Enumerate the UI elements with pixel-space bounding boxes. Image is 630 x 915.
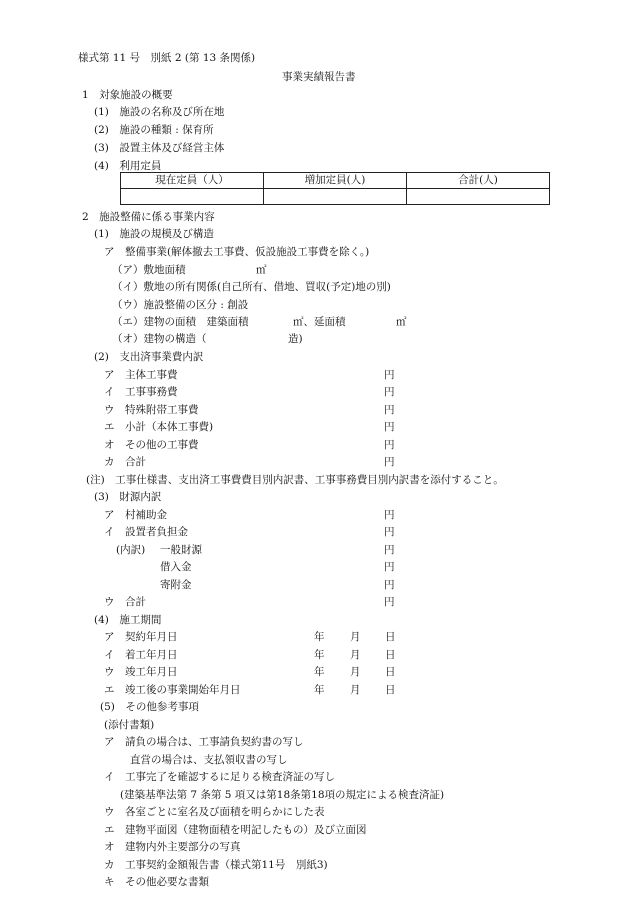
cost-item-total: カ 合計 (104, 456, 146, 468)
cost-item-admin: イ 工事事務費 (104, 386, 178, 398)
site-ownership-label: （イ）敷地の所有関係(自己所有、借地、買収(予定)地の別) (112, 281, 391, 293)
funding-breakdown-prefix: (内訳) (116, 544, 146, 556)
funding-total: ウ 合計 (104, 596, 146, 608)
total-capacity-header: 合計(人) (407, 173, 550, 189)
cost-item-main-construction: ア 主体工事費 (104, 369, 178, 381)
attachment-note: (注) 工事仕様書、支出済工事費費目別内訳書、工事事務費目別内訳書を添付すること。 (86, 474, 504, 486)
funding-heading: (3) 財源内訳 (94, 491, 162, 503)
attachment-contract-report: カ 工事契約金額報告書（様式第11号 別紙3) (104, 859, 328, 871)
total-capacity-cell[interactable] (407, 189, 550, 205)
attachment-photos: オ 建物内外主要部分の写真 (104, 841, 241, 853)
development-category-label: （ウ）施設整備の区分 : 創設 (112, 299, 249, 311)
cost-item-other: オ その他の工事費 (104, 439, 199, 451)
section1-heading: 1 対象施設の概要 (82, 89, 173, 101)
site-area-label: （ア）敷地面積 (112, 264, 186, 276)
period-heading: (4) 施工期間 (94, 614, 162, 626)
cost-heading: (2) 支出済事業費内訳 (94, 351, 204, 363)
capacity-table-value-row (121, 189, 550, 205)
site-area-unit: ㎡ (256, 264, 267, 276)
funding-village-subsidy: ア 村補助金 (104, 509, 167, 521)
funding-yen-unit: 円 (384, 526, 395, 538)
operator-item: (3) 設置主体及び経営主体 (94, 142, 225, 154)
attachment-other: キ その他必要な書類 (104, 876, 209, 888)
funding-yen-unit: 円 (384, 596, 395, 608)
funding-operator-share: イ 設置者負担金 (104, 526, 188, 538)
capacity-table-header-row (121, 173, 550, 189)
attachment-inspection-note: (建築基準法第 7 条第 5 項又は第18条第18項の規定による検査済証) (120, 789, 445, 801)
attachment-inspection-copy: イ 工事完了を確認するに足りる検査済証の写し (104, 771, 335, 783)
day-unit: 日 (385, 666, 396, 678)
cost-yen-unit: 円 (384, 421, 395, 433)
day-unit: 日 (385, 631, 396, 643)
building-area-unit: ㎡、延面積 (293, 316, 346, 328)
attachment-contract-copy: ア 請負の場合は、工事請負契約書の写し (104, 736, 304, 748)
added-capacity-header: 増加定員(人) (264, 173, 407, 189)
year-unit: 年 (314, 666, 325, 678)
attachments-heading: (添付書類) (104, 719, 155, 731)
period-completion-date: ウ 竣工年月日 (104, 666, 178, 678)
funding-borrowed: 借入金 (160, 561, 192, 573)
other-heading: (5) その他参考事項 (100, 701, 199, 713)
capacity-item: (4) 利用定員 (94, 160, 162, 172)
cost-item-special: ウ 特殊附帯工事費 (104, 404, 199, 416)
month-unit: 月 (350, 666, 361, 678)
cost-yen-unit: 円 (384, 369, 395, 381)
funding-donation: 寄附金 (160, 579, 192, 591)
year-unit: 年 (314, 631, 325, 643)
funding-yen-unit: 円 (384, 509, 395, 521)
attachment-room-table: ウ 各室ごとに室名及び面積を明らかにした表 (104, 806, 325, 818)
period-start-date: イ 着工年月日 (104, 649, 178, 661)
cost-item-subtotal: エ 小計（本体工事費) (104, 421, 214, 433)
form-number: 様式第 11 号 別紙 2 (第 13 条関係) (78, 52, 256, 64)
day-unit: 日 (385, 684, 396, 696)
funding-general-source: 一般財源 (160, 544, 202, 556)
capacity-table (120, 172, 550, 205)
building-structure-label: （オ）建物の構造（ (112, 333, 207, 345)
day-unit: 日 (385, 649, 396, 661)
facility-name-item: (1) 施設の名称及び所在地 (94, 106, 225, 118)
document-title: 事業実績報告書 (282, 71, 356, 83)
scale-heading: (1) 施設の規模及び構造 (94, 228, 214, 240)
period-operation-start-date: エ 竣工後の事業開始年月日 (104, 684, 241, 696)
funding-yen-unit: 円 (384, 561, 395, 573)
added-capacity-cell[interactable] (264, 189, 407, 205)
year-unit: 年 (314, 649, 325, 661)
floor-area-unit: ㎡ (396, 316, 407, 328)
month-unit: 月 (350, 684, 361, 696)
current-capacity-cell[interactable] (121, 189, 264, 205)
cost-yen-unit: 円 (384, 404, 395, 416)
cost-yen-unit: 円 (384, 386, 395, 398)
cost-yen-unit: 円 (384, 439, 395, 451)
attachment-floor-plan: エ 建物平面図（建物面積を明記したもの）及び立面図 (104, 824, 367, 836)
cost-yen-unit: 円 (384, 456, 395, 468)
scale-item-a: ア 整備事業(解体撤去工事費、仮設施設工事費を除く。) (104, 246, 370, 258)
year-unit: 年 (314, 684, 325, 696)
month-unit: 月 (350, 649, 361, 661)
building-area-label: （エ）建物の面積 建築面積 (112, 316, 249, 328)
attachment-receipt-copy: 直営の場合は、支払領収書の写し (130, 754, 288, 766)
section2-heading: 2 施設整備に係る事業内容 (82, 211, 215, 223)
funding-yen-unit: 円 (384, 579, 395, 591)
facility-type-item: (2) 施設の種類 : 保育所 (94, 124, 214, 136)
period-contract-date: ア 契約年月日 (104, 631, 178, 643)
month-unit: 月 (350, 631, 361, 643)
current-capacity-header: 現在定員（人） (121, 173, 264, 189)
funding-yen-unit: 円 (384, 544, 395, 556)
building-structure-unit: 造) (288, 333, 303, 345)
